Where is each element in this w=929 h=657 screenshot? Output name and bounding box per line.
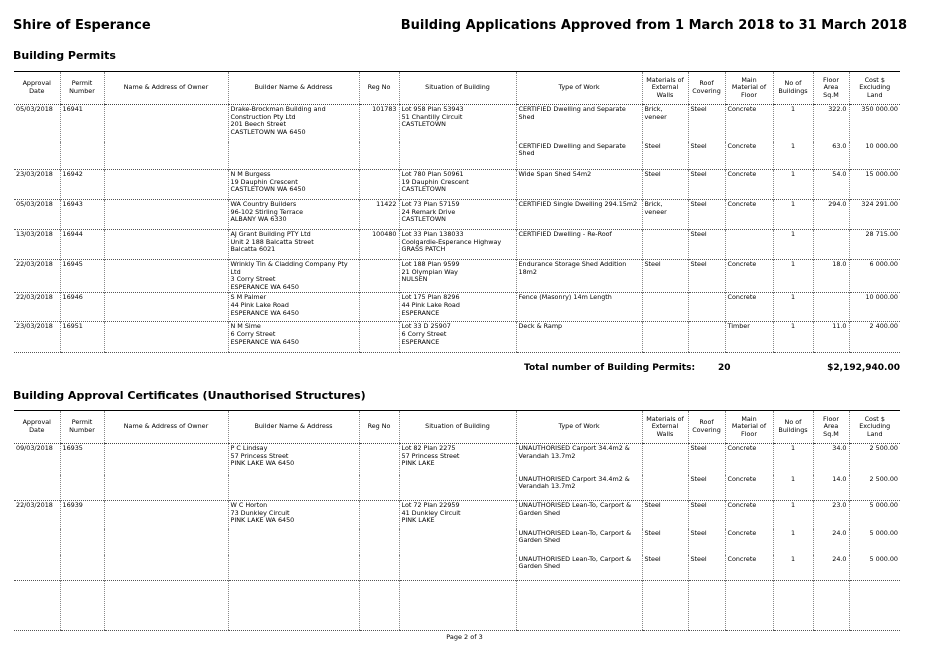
cell-owner xyxy=(104,142,228,170)
cell-builder: Wrinkly Tin & Cladding Company Pty Ltd 3 Corry Street ESPERANCE WA 6450 xyxy=(228,260,359,293)
column-header: No of Buildings xyxy=(773,411,813,444)
cell-reg xyxy=(359,293,399,322)
table-row xyxy=(14,230,900,260)
table-row xyxy=(14,293,900,322)
cell-situation: Lot 188 Plan 9599 21 Olympian Way NULSEN xyxy=(399,260,516,293)
table-row xyxy=(14,501,900,529)
cell-permit: 16946 xyxy=(60,293,104,322)
cell-situation: Lot 72 Plan 22959 41 Dunkley Circuit PINK LAKE xyxy=(399,501,516,529)
cell-owner xyxy=(104,501,228,529)
column-header: Reg No xyxy=(359,72,399,105)
cell-floor: Concrete xyxy=(725,529,773,555)
total-permits-count: 20 xyxy=(718,363,731,373)
cell-date: 22/03/2018 xyxy=(14,260,60,293)
cell-owner xyxy=(104,529,228,555)
cell-work: UNAUTHORISED Lean-To, Carport & Garden Shed xyxy=(516,529,642,555)
cell-permit: 16944 xyxy=(60,230,104,260)
cell-cost: 324 291.00 xyxy=(849,200,900,230)
cell-roof: Steel xyxy=(688,105,725,142)
cell-floor: Concrete xyxy=(725,142,773,170)
cell-cost: 10 000.00 xyxy=(849,142,900,170)
cell-nob: 1 xyxy=(773,170,813,200)
cell-area: 18.0 xyxy=(813,260,849,293)
empty-cell xyxy=(359,581,399,631)
cell-date: 13/03/2018 xyxy=(14,230,60,260)
cell-nob: 1 xyxy=(773,322,813,353)
cell-walls xyxy=(642,293,688,322)
cell-work: CERTIFIED Dwelling and Separate Shed xyxy=(516,142,642,170)
cell-date: 22/03/2018 xyxy=(14,501,60,529)
cell-roof: Steel xyxy=(688,529,725,555)
cell-nob: 1 xyxy=(773,260,813,293)
cell-area: 294.0 xyxy=(813,200,849,230)
column-header: Name & Address of Owner xyxy=(104,72,228,105)
cell-cost: 2 500.00 xyxy=(849,475,900,501)
cell-owner xyxy=(104,230,228,260)
column-header: No of Buildings xyxy=(773,72,813,105)
cell-work: UNAUTHORISED Lean-To, Carport & Garden Shed xyxy=(516,555,642,581)
column-header: Approval Date xyxy=(14,72,60,105)
cell-nob: 1 xyxy=(773,475,813,501)
organisation-name: Shire of Esperance xyxy=(13,18,151,33)
cell-builder xyxy=(228,529,359,555)
cell-work: Wide Span Shed 54m2 xyxy=(516,170,642,200)
cell-permit: 16942 xyxy=(60,170,104,200)
cell-permit: 16943 xyxy=(60,200,104,230)
cell-walls xyxy=(642,322,688,353)
report-title: Building Applications Approved from 1 March 2018 to 31 March 2018 xyxy=(400,18,907,33)
cell-permit: 16935 xyxy=(60,444,104,475)
column-header: Materials of External Walls xyxy=(642,411,688,444)
cell-date: 09/03/2018 xyxy=(14,444,60,475)
cell-roof: Steel xyxy=(688,170,725,200)
cell-roof: Steel xyxy=(688,142,725,170)
table-row xyxy=(14,555,900,581)
cell-situation xyxy=(399,529,516,555)
table-row xyxy=(14,105,900,142)
cell-situation: Lot 73 Plan 57159 24 Remark Drive CASTLETOWN xyxy=(399,200,516,230)
cell-floor xyxy=(725,230,773,260)
cell-walls: Brick, veneer xyxy=(642,105,688,142)
cell-cost: 10 000.00 xyxy=(849,293,900,322)
cell-floor: Timber xyxy=(725,322,773,353)
cell-permit xyxy=(60,142,104,170)
cell-walls: Steel xyxy=(642,170,688,200)
empty-row xyxy=(14,581,900,631)
cell-situation xyxy=(399,555,516,581)
column-header: Type of Work xyxy=(516,411,642,444)
cell-area: 34.0 xyxy=(813,444,849,475)
cell-floor: Concrete xyxy=(725,293,773,322)
column-header: Cost $ Excluding Land xyxy=(849,411,900,444)
table-row xyxy=(14,260,900,293)
cell-reg xyxy=(359,260,399,293)
cell-area: 24.0 xyxy=(813,555,849,581)
cell-area: 54.0 xyxy=(813,170,849,200)
cell-builder: N M Sime 6 Corry Street ESPERANCE WA 6450 xyxy=(228,322,359,353)
cell-builder: P C Lindsay 57 Princess Street PINK LAKE WA 6450 xyxy=(228,444,359,475)
cell-nob: 1 xyxy=(773,293,813,322)
section-title-approval-certificates: Building Approval Certificates (Unauthorised Structures) xyxy=(13,389,366,402)
cell-work: Deck & Ramp xyxy=(516,322,642,353)
column-header: Approval Date xyxy=(14,411,60,444)
cell-nob: 1 xyxy=(773,200,813,230)
cell-date: 22/03/2018 xyxy=(14,293,60,322)
empty-cell xyxy=(725,581,773,631)
cell-roof: Steel xyxy=(688,260,725,293)
cell-permit: 16951 xyxy=(60,322,104,353)
section-title-building-permits: Building Permits xyxy=(13,49,116,62)
cell-walls: Steel xyxy=(642,142,688,170)
cell-reg xyxy=(359,170,399,200)
cell-date xyxy=(14,529,60,555)
cell-work: CERTIFIED Dwelling - Re-Roof xyxy=(516,230,642,260)
table-row xyxy=(14,322,900,353)
cell-date xyxy=(14,475,60,501)
empty-cell xyxy=(228,581,359,631)
cell-area: 322.0 xyxy=(813,105,849,142)
cell-area xyxy=(813,293,849,322)
cell-cost: 5 000.00 xyxy=(849,501,900,529)
cell-date xyxy=(14,555,60,581)
cell-area: 24.0 xyxy=(813,529,849,555)
cell-cost: 350 000.00 xyxy=(849,105,900,142)
cell-date: 05/03/2018 xyxy=(14,105,60,142)
cell-floor: Concrete xyxy=(725,444,773,475)
table-row xyxy=(14,200,900,230)
cell-builder xyxy=(228,142,359,170)
cell-owner xyxy=(104,444,228,475)
cell-area: 63.0 xyxy=(813,142,849,170)
cell-cost: 2 500.00 xyxy=(849,444,900,475)
cell-nob: 1 xyxy=(773,142,813,170)
cell-work: Endurance Storage Shed Addition 18m2 xyxy=(516,260,642,293)
cell-floor: Concrete xyxy=(725,475,773,501)
cell-roof: Steel xyxy=(688,230,725,260)
cell-walls: Steel xyxy=(642,529,688,555)
cell-cost: 6 000.00 xyxy=(849,260,900,293)
approval-certificates-table xyxy=(14,410,900,631)
cell-reg xyxy=(359,322,399,353)
cell-work: UNAUTHORISED Lean-To, Carport & Garden Shed xyxy=(516,501,642,529)
empty-cell xyxy=(60,581,104,631)
cell-situation xyxy=(399,142,516,170)
cell-floor: Concrete xyxy=(725,170,773,200)
cell-reg: 101783 xyxy=(359,105,399,142)
cell-nob: 1 xyxy=(773,555,813,581)
cell-walls: Brick, veneer xyxy=(642,200,688,230)
cell-walls: Steel xyxy=(642,501,688,529)
cell-owner xyxy=(104,475,228,501)
cell-owner xyxy=(104,105,228,142)
column-header: Floor Area Sq.M xyxy=(813,411,849,444)
cell-nob: 1 xyxy=(773,501,813,529)
column-header: Permit Number xyxy=(60,411,104,444)
cell-builder: W C Horton 73 Dunkley Circuit PINK LAKE WA 6450 xyxy=(228,501,359,529)
cell-builder: WA Country Builders 96-102 Stirling Terrace ALBANY WA 6330 xyxy=(228,200,359,230)
cell-cost: 5 000.00 xyxy=(849,555,900,581)
cell-roof xyxy=(688,293,725,322)
cell-floor: Concrete xyxy=(725,501,773,529)
cell-date: 05/03/2018 xyxy=(14,200,60,230)
table-row xyxy=(14,170,900,200)
cell-reg: 11422 xyxy=(359,200,399,230)
column-header: Cost $ Excluding Land xyxy=(849,72,900,105)
cell-work: Fence (Masonry) 14m Length xyxy=(516,293,642,322)
column-header: Builder Name & Address xyxy=(228,411,359,444)
cell-date: 23/03/2018 xyxy=(14,170,60,200)
cell-owner xyxy=(104,200,228,230)
cell-reg xyxy=(359,555,399,581)
building-permits-table xyxy=(14,71,900,353)
cell-permit xyxy=(60,555,104,581)
cell-reg: 100480 xyxy=(359,230,399,260)
column-header: Situation of Building xyxy=(399,411,516,444)
empty-cell xyxy=(399,581,516,631)
cell-area: 23.0 xyxy=(813,501,849,529)
cell-situation: Lot 780 Plan 50961 19 Dauphin Crescent CASTLETOWN xyxy=(399,170,516,200)
column-header: Reg No xyxy=(359,411,399,444)
cell-roof: Steel xyxy=(688,501,725,529)
cell-date xyxy=(14,142,60,170)
total-permits-label: Total number of Building Permits: xyxy=(524,363,696,373)
total-permits-cost: $2,192,940.00 xyxy=(827,363,900,373)
cell-permit xyxy=(60,529,104,555)
empty-cell xyxy=(813,581,849,631)
cell-nob: 1 xyxy=(773,529,813,555)
cell-builder: Drake-Brockman Building and Construction Pty Ltd 201 Beech Street CASTLETOWN WA 6450 xyxy=(228,105,359,142)
cell-situation xyxy=(399,475,516,501)
cell-floor: Concrete xyxy=(725,555,773,581)
table-row xyxy=(14,475,900,501)
empty-cell xyxy=(688,581,725,631)
cell-situation: Lot 82 Plan 2275 57 Princess Street PINK LAKE xyxy=(399,444,516,475)
cell-area: 11.0 xyxy=(813,322,849,353)
cell-floor: Concrete xyxy=(725,105,773,142)
cell-reg xyxy=(359,444,399,475)
page-number: Page 2 of 3 xyxy=(446,633,483,641)
column-header: Permit Number xyxy=(60,72,104,105)
cell-work: CERTIFIED Dwelling and Separate Shed xyxy=(516,105,642,142)
table-header-row xyxy=(14,72,900,105)
empty-cell xyxy=(516,581,642,631)
column-header: Name & Address of Owner xyxy=(104,411,228,444)
cell-owner xyxy=(104,555,228,581)
cell-roof: Steel xyxy=(688,200,725,230)
table-row xyxy=(14,142,900,170)
cell-nob: 1 xyxy=(773,105,813,142)
cell-builder xyxy=(228,475,359,501)
cell-roof xyxy=(688,322,725,353)
cell-work: CERTIFIED Single Dwelling 294.15m2 xyxy=(516,200,642,230)
cell-owner xyxy=(104,322,228,353)
cell-owner xyxy=(104,260,228,293)
cell-owner xyxy=(104,293,228,322)
cell-situation: Lot 33 Plan 138033 Coolgardie-Esperance Highway GRASS PATCH xyxy=(399,230,516,260)
cell-permit: 16945 xyxy=(60,260,104,293)
empty-cell xyxy=(104,581,228,631)
column-header: Roof Covering xyxy=(688,411,725,444)
cell-reg xyxy=(359,529,399,555)
cell-roof: Steel xyxy=(688,555,725,581)
cell-cost: 2 400.00 xyxy=(849,322,900,353)
cell-situation: Lot 958 Plan 53943 51 Chantilly Circuit CASTLETOWN xyxy=(399,105,516,142)
cell-reg xyxy=(359,142,399,170)
cell-walls: Steel xyxy=(642,260,688,293)
cell-work: UNAUTHORISED Carport 34.4m2 & Verandah 13.7m2 xyxy=(516,444,642,475)
empty-cell xyxy=(642,581,688,631)
cell-cost: 28 715.00 xyxy=(849,230,900,260)
column-header: Type of Work xyxy=(516,72,642,105)
column-header: Materials of External Walls xyxy=(642,72,688,105)
cell-builder: S M Palmer 44 Pink Lake Road ESPERANCE WA 6450 xyxy=(228,293,359,322)
column-header: Builder Name & Address xyxy=(228,72,359,105)
empty-cell xyxy=(14,581,60,631)
cell-floor: Concrete xyxy=(725,260,773,293)
cell-builder xyxy=(228,555,359,581)
cell-walls xyxy=(642,230,688,260)
cell-permit: 16941 xyxy=(60,105,104,142)
empty-cell xyxy=(849,581,900,631)
cell-floor: Concrete xyxy=(725,200,773,230)
cell-situation: Lot 175 Plan 8296 44 Pink Lake Road ESPERANCE xyxy=(399,293,516,322)
cell-nob: 1 xyxy=(773,230,813,260)
column-header: Main Material of Floor xyxy=(725,72,773,105)
cell-work: UNAUTHORISED Carport 34.4m2 & Verandah 13.7m2 xyxy=(516,475,642,501)
cell-roof: Steel xyxy=(688,444,725,475)
empty-cell xyxy=(773,581,813,631)
column-header: Floor Area Sq.M xyxy=(813,72,849,105)
cell-walls xyxy=(642,475,688,501)
cell-nob: 1 xyxy=(773,444,813,475)
table-row xyxy=(14,444,900,475)
cell-situation: Lot 33 D 25907 6 Corry Street ESPERANCE xyxy=(399,322,516,353)
cell-walls xyxy=(642,444,688,475)
cell-owner xyxy=(104,170,228,200)
cell-builder: AJ Grant Building PTY Ltd Unit 2 188 Balcatta Street Balcatta 6021 xyxy=(228,230,359,260)
table-row xyxy=(14,529,900,555)
cell-reg xyxy=(359,501,399,529)
cell-permit xyxy=(60,475,104,501)
cell-area xyxy=(813,230,849,260)
column-header: Situation of Building xyxy=(399,72,516,105)
cell-area: 14.0 xyxy=(813,475,849,501)
cell-cost: 5 000.00 xyxy=(849,529,900,555)
cell-reg xyxy=(359,475,399,501)
table-header-row xyxy=(14,411,900,444)
column-header: Roof Covering xyxy=(688,72,725,105)
cell-builder: N M Burgess 19 Dauphin Crescent CASTLETOWN WA 6450 xyxy=(228,170,359,200)
column-header: Main Material of Floor xyxy=(725,411,773,444)
cell-walls: Steel xyxy=(642,555,688,581)
cell-date: 23/03/2018 xyxy=(14,322,60,353)
cell-cost: 15 000.00 xyxy=(849,170,900,200)
cell-permit: 16939 xyxy=(60,501,104,529)
cell-roof: Steel xyxy=(688,475,725,501)
